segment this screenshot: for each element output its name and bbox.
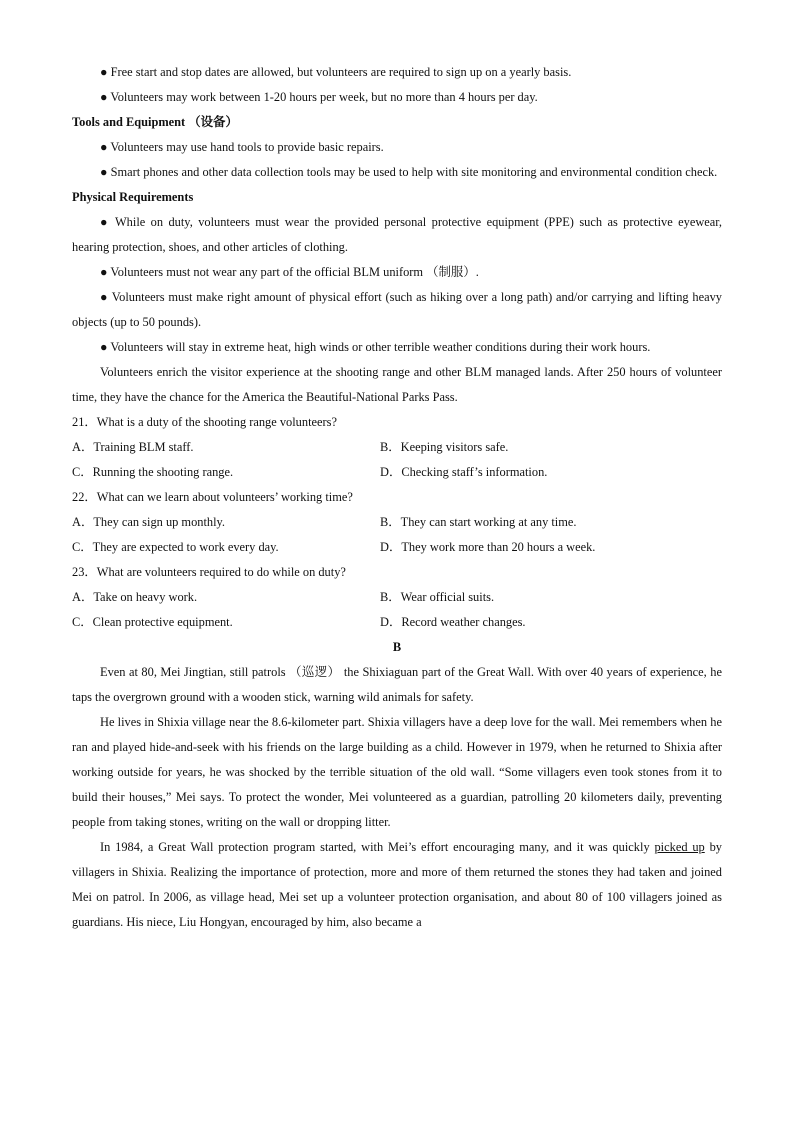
bullet-physical-effort: ● Volunteers must make right amount of physical effort (such as hiking over a long path) and/or carrying and lifting heavy objects (up to 50 pounds). (72, 290, 722, 329)
option-22-a: A．They can sign up monthly. (72, 515, 226, 529)
passage-b-paragraph-3 (72, 835, 722, 935)
section-b-label: B (392, 640, 402, 654)
bullet-sign-up: ● Free start and stop dates are allowed, but volunteers are required to sign up on a yearly basis. (100, 65, 572, 79)
option-21-d: D．Checking staff’s information. (380, 465, 548, 479)
option-23-b: B．Wear official suits. (380, 590, 495, 604)
closing-paragraph: Volunteers enrich the visitor experience at the shooting range and other BLM managed lands. After 250 hours of volunteer time, they have the chance for the America the Beautiful-National Parks Pass. (72, 365, 722, 404)
question-23: 23．What are volunteers required to do while on duty? (72, 565, 346, 579)
option-23-c: C．Clean protective equipment. (72, 615, 233, 629)
bullet-ppe: ● While on duty, volunteers must wear the provided personal protective equipment (PPE) such as protective eyewear, hearing protection, shoes, and other articles of clothing. (72, 215, 722, 254)
question-22: 22．What can we learn about volunteers’ working time? (72, 490, 353, 504)
passage-b-paragraph-1: Even at 80, Mei Jingtian, still patrols （巡逻） the Shixiaguan part of the Great Wall. With over 40 years of experience, he taps the overgrown ground with a wooden stick, warning wild animals for safety. (72, 665, 722, 704)
question-21: 21．What is a duty of the shooting range volunteers? (72, 415, 337, 429)
bullet-uniform: ● Volunteers must not wear any part of the official BLM uniform （制服）. (100, 265, 479, 279)
option-21-c: C．Running the shooting range. (72, 465, 234, 479)
physical-heading: Physical Requirements (72, 190, 194, 204)
option-22-d: D．They work more than 20 hours a week. (380, 540, 596, 554)
bullet-hand-tools: ● Volunteers may use hand tools to provide basic repairs. (100, 140, 384, 154)
bullet-smart-phones: ● Smart phones and other data collection tools may be used to help with site monitoring and environmental condition check. (100, 165, 718, 179)
passage-b-paragraph-2: He lives in Shixia village near the 8.6-kilometer part. Shixia villagers have a deep love for the wall. Mei remembers when he ran and played hide-and-seek with his friends on the large building as a child. However in 1979, when he returned to Shixia after working outside for years, he was shocked by the terrible situation of the old wall. “Some villagers even took stones from it to build their houses,” Mei says. To protect the wonder, Mei volunteered as a guardian, patrolling 20 kilometers daily, preventing people from taking stones, writing on the wall or dropping litter. (72, 715, 722, 829)
option-22-c: C．They are expected to work every day. (72, 540, 279, 554)
p3-text-b: by villagers in Shixia. Realizing the importance of protection, more and more of them returned the stones they had taken and joined Mei on patrol. In 2006, as village head, Mei set up a volunteer protection organisation, and about 80 of 100 villagers joined as guardians. His niece, Liu Hongyan, encouraged by him, also became a (72, 840, 722, 929)
option-21-b: B．Keeping visitors safe. (380, 440, 509, 454)
underlined-phrase: picked up (654, 840, 705, 854)
option-21-a: A．Training BLM staff. (72, 440, 194, 454)
document-page (72, 60, 722, 935)
tools-heading: Tools and Equipment （设备） (72, 115, 238, 129)
p3-text-a: In 1984, a Great Wall protection program started, with Mei’s effort encouraging many, and it was quickly (100, 840, 655, 854)
option-22-b: B．They can start working at any time. (380, 515, 577, 529)
bullet-weather: ● Volunteers will stay in extreme heat, high winds or other terrible weather conditions during their work hours. (100, 340, 651, 354)
bullet-hours: ● Volunteers may work between 1-20 hours per week, but no more than 4 hours per day. (100, 90, 538, 104)
option-23-d: D．Record weather changes. (380, 615, 526, 629)
option-23-a: A．Take on heavy work. (72, 590, 198, 604)
